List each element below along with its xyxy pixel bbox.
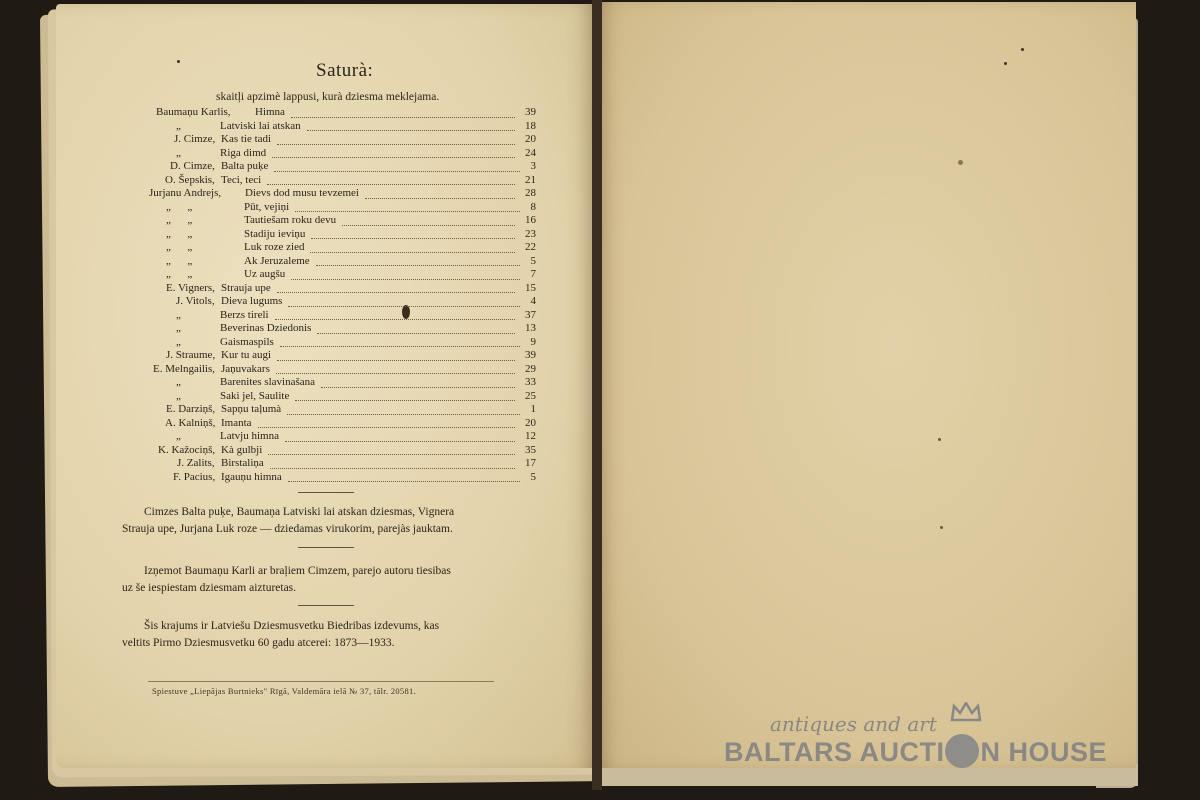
toc-list <box>120 106 536 484</box>
toc-leader-dots <box>277 346 515 361</box>
toc-song-title: Imanta <box>221 416 252 429</box>
section-divider <box>298 547 354 548</box>
toc-composer: E. Vigners, <box>166 281 215 294</box>
toc-leader-dots <box>307 117 515 132</box>
toc-entry <box>120 471 536 485</box>
toc-leader-dots <box>274 157 520 172</box>
toc-song-title: Himna <box>255 106 285 118</box>
toc-page-number: 21 <box>525 173 536 186</box>
note-copyright-line1: Izņemot Baumaņu Karli ar braļiem Cimzem, parejo autoru tiesibas <box>144 565 451 577</box>
toc-song-title: Latvju himna <box>220 430 279 442</box>
toc-page-number: 20 <box>525 416 536 429</box>
toc-page-number: 33 <box>525 376 536 388</box>
toc-page-number: 23 <box>525 227 536 240</box>
toc-composer: „ „ <box>166 241 193 253</box>
paper-speck <box>177 60 180 63</box>
toc-leader-dots <box>288 292 520 307</box>
toc-song-title: Stadiju ieviņu <box>244 227 306 240</box>
toc-subtitle: skaitļi apzimè lappusi, kurà dziesma meklejama. <box>216 91 440 103</box>
toc-composer: Jurjanu Andrejs, <box>149 187 222 199</box>
toc-song-title: Gaismaspils <box>220 335 274 348</box>
toc-page-number: 35 <box>525 443 536 456</box>
toc-page-number: 7 <box>530 268 536 280</box>
toc-song-title: Strauja upe <box>221 281 271 294</box>
crown-icon <box>950 702 982 722</box>
toc-leader-dots <box>321 373 515 388</box>
paper-speck <box>958 160 963 165</box>
toc-composer: D. Cimze, <box>170 160 215 172</box>
toc-page-number: 8 <box>530 200 536 213</box>
toc-composer: E. Darziņš, <box>166 403 216 415</box>
toc-composer: „ <box>176 430 181 442</box>
toc-leader-dots <box>291 265 520 280</box>
toc-song-title: Kà gulbji <box>221 443 263 456</box>
toc-page-number: 18 <box>525 119 536 132</box>
watermark-name-part2: N HOUSE <box>980 737 1108 767</box>
paper-speck <box>938 438 941 441</box>
toc-leader-dots <box>280 333 520 348</box>
note-publisher-line2: veltits Pirmo Dziesmusvetku 60 gadu atcerei: 1873—1933. <box>122 637 395 649</box>
toc-song-title: Sapņu taļumà <box>221 403 282 415</box>
toc-composer: J. Cimze, <box>174 133 216 145</box>
toc-leader-dots <box>287 400 520 415</box>
toc-song-title: Luk roze zied <box>244 241 305 253</box>
toc-composer: Baumaņu Karlis, <box>156 106 231 118</box>
toc-song-title: Kas tie tadi <box>221 133 272 145</box>
toc-song-title: Saki jel, Saulite <box>220 389 290 402</box>
toc-leader-dots <box>268 441 515 456</box>
toc-song-title: Kur tu augi <box>221 349 272 361</box>
paper-speck <box>940 526 943 529</box>
toc-leader-dots <box>311 225 515 240</box>
toc-song-title: Dievs dod musu tevzemei <box>245 187 359 199</box>
note-choir-parts-line1: Cimzes Balta puķe, Baumaņa Latviski lai atskan dziesmas, Vignera <box>144 506 455 518</box>
toc-page-number: 37 <box>525 308 536 321</box>
toc-leader-dots <box>295 387 515 402</box>
toc-song-title: Barenites slavinašana <box>220 376 315 388</box>
toc-song-title: Dieva lugums <box>221 295 283 307</box>
toc-title: Saturà: <box>316 60 374 81</box>
toc-song-title: Latviski lai atskan <box>220 119 301 132</box>
toc-composer: F. Pacius, <box>173 470 216 483</box>
toc-composer: „ <box>176 146 181 159</box>
toc-composer: A. Kalniņš, <box>165 416 216 429</box>
toc-composer: „ <box>176 322 181 334</box>
toc-page-number: 28 <box>525 187 536 199</box>
toc-song-title: Jaņuvakars <box>221 362 270 375</box>
toc-song-title: Birstaliņa <box>221 457 264 469</box>
note-copyright-line2: uz še iespiestam dziesmam aizturetas. <box>122 582 297 594</box>
toc-song-title: Tautiešam roku devu <box>244 214 337 226</box>
toc-song-title: Teci, teci <box>221 173 262 186</box>
toc-page-number: 1 <box>530 403 536 415</box>
toc-page-number: 9 <box>530 335 536 348</box>
toc-composer: E. Melngailis, <box>153 362 216 375</box>
note-publisher-line1: Šis krajums ir Latviešu Dziesmusvetku Biedribas izdevums, kas <box>144 620 440 632</box>
toc-song-title: Beverinas Dziedonis <box>220 322 312 334</box>
toc-composer: „ „ <box>166 254 193 267</box>
toc-leader-dots <box>275 306 515 321</box>
paper-speck <box>1021 48 1024 51</box>
toc-leader-dots <box>277 279 515 294</box>
printer-imprint: Spiestuve „Liepājas Burtnieks" Rīgā, Valdemāra ielā № 37, tālr. 20581. <box>152 686 416 696</box>
toc-leader-dots <box>285 427 515 442</box>
toc-composer: „ „ <box>166 268 193 280</box>
toc-song-title: Berzs tireli <box>220 308 269 321</box>
toc-page-number: 5 <box>530 470 536 483</box>
toc-page-number: 13 <box>525 322 536 334</box>
toc-leader-dots <box>277 130 515 145</box>
toc-leader-dots <box>310 238 515 253</box>
toc-leader-dots <box>342 211 515 226</box>
paper-speck <box>1004 62 1007 65</box>
toc-page-number: 22 <box>525 241 536 253</box>
toc-song-title: Balta puķe <box>221 160 269 172</box>
toc-page-number: 29 <box>525 362 536 375</box>
toc-composer: K. Kažociņš, <box>158 443 216 456</box>
watermark-o-circle <box>945 734 979 768</box>
toc-page-number: 5 <box>530 254 536 267</box>
toc-song-title: Pūt, vejiņi <box>244 200 290 213</box>
toc-composer: „ „ <box>166 200 193 213</box>
toc-leader-dots <box>291 103 515 118</box>
section-divider <box>298 492 354 493</box>
toc-page-number: 4 <box>530 295 536 307</box>
toc-composer: O. Šepskis, <box>165 173 215 186</box>
toc-page-number: 16 <box>525 214 536 226</box>
toc-page-number: 39 <box>525 106 536 118</box>
toc-leader-dots <box>316 252 520 267</box>
toc-page-number: 20 <box>525 133 536 145</box>
toc-leader-dots <box>270 454 515 469</box>
section-divider <box>298 605 354 606</box>
toc-song-title: Igauņu himna <box>221 470 282 483</box>
toc-composer: „ „ <box>166 227 193 240</box>
toc-composer: „ „ <box>166 214 193 226</box>
toc-page-number: 17 <box>525 457 536 469</box>
toc-page-number: 24 <box>525 146 536 159</box>
watermark-name-part1: BALTARS AUCTI <box>724 737 945 767</box>
toc-composer: J. Vitols, <box>176 295 215 307</box>
note-choir-parts-line2: Strauja upe, Jurjana Luk roze — dziedamas virukorim, parejàs jauktam. <box>122 523 453 535</box>
toc-song-title: Riga dimd <box>220 146 267 159</box>
toc-leader-dots <box>317 319 515 334</box>
toc-page-number: 25 <box>525 389 536 402</box>
right-page <box>598 2 1136 768</box>
toc-composer: „ <box>176 376 181 388</box>
toc-composer: „ <box>176 335 181 348</box>
toc-song-title: Uz augšu <box>244 268 286 280</box>
toc-composer: J. Zalits, <box>177 457 215 469</box>
toc-page-number: 39 <box>525 349 536 361</box>
toc-leader-dots <box>267 171 515 186</box>
toc-composer: „ <box>176 389 181 402</box>
toc-leader-dots <box>365 184 515 199</box>
toc-leader-dots <box>288 468 520 483</box>
toc-leader-dots <box>258 414 515 429</box>
toc-page-number: 12 <box>525 430 536 442</box>
toc-composer: J. Straume, <box>166 349 216 361</box>
toc-leader-dots <box>272 144 515 159</box>
toc-composer: „ <box>176 119 181 132</box>
watermark-tagline: antiques and art <box>770 712 937 736</box>
watermark-logo <box>724 734 1107 768</box>
toc-leader-dots <box>276 360 515 375</box>
toc-composer: „ <box>176 308 181 321</box>
printer-rule <box>148 681 494 682</box>
toc-song-title: Ak Jeruzaleme <box>244 254 310 267</box>
toc-page-number: 15 <box>525 281 536 294</box>
toc-leader-dots <box>295 198 520 213</box>
toc-page-number: 3 <box>530 160 536 172</box>
book-spine <box>592 0 602 790</box>
